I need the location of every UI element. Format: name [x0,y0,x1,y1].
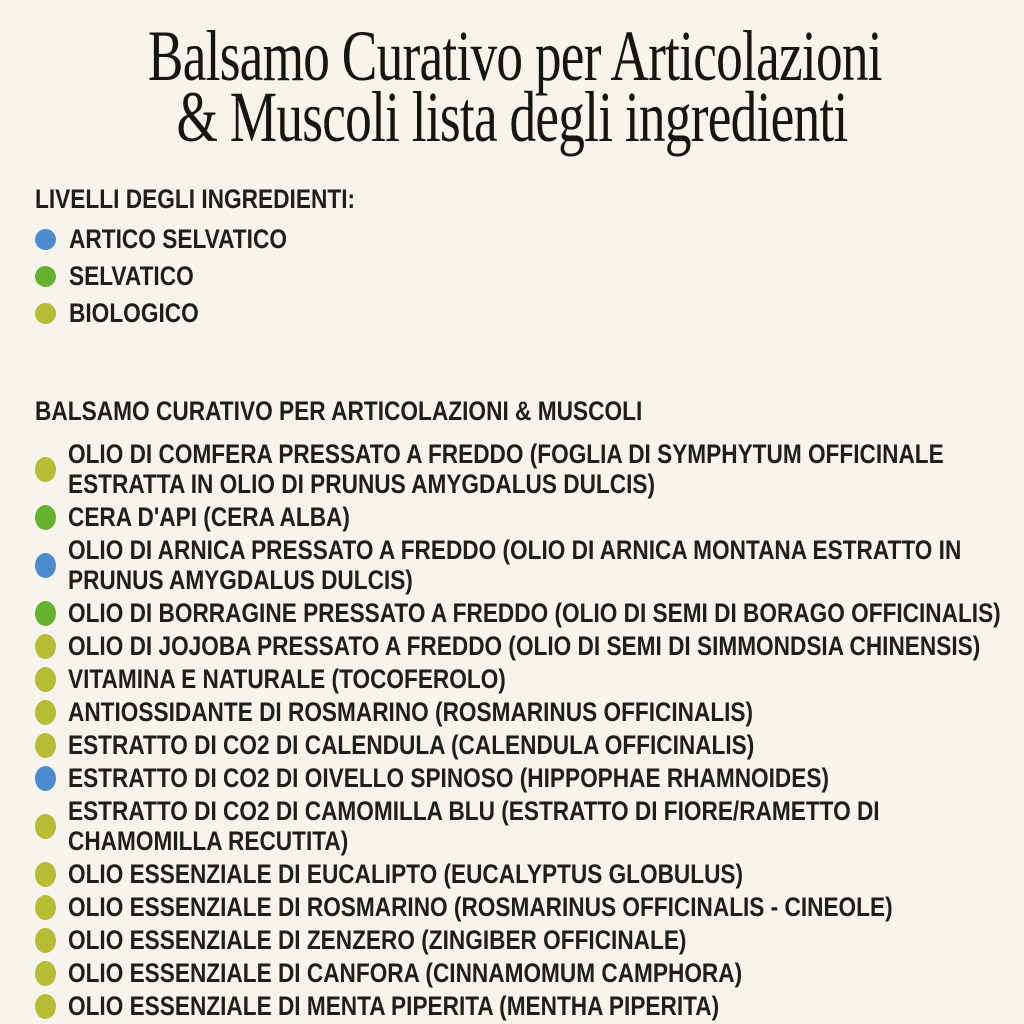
ingredient-list-item [35,892,1024,922]
ingredient-list-item [35,763,1024,793]
ingredient-label: VITAMINA E NATURALE (TOCOFEROLO) [68,664,506,694]
ingredient-levels-legend [35,184,1024,328]
ingredient-list-item [35,991,1024,1021]
ingredient-list-item [35,598,1024,628]
ingredient-list-item [35,925,1024,955]
ingredient-list-item [35,958,1024,988]
ingredient-label: OLIO DI COMFERA PRESSATO A FREDDO (FOGLIA DI SYMPHYTUM OFFICINALE ESTRATTA IN OLIO DI PRUNUS AMYGDALUS DULCIS) [68,439,944,499]
legend-item-label: BIOLOGICO [69,298,199,328]
legend-heading-text: LIVELLI DEGLI INGREDIENTI: [35,184,356,214]
ingredient-list-section [35,396,1024,1021]
level-dot-icon [35,505,56,530]
ingredient-label: OLIO ESSENZIALE DI CANFORA (CINNAMOMUM CAMPHORA) [68,958,743,988]
ingredient-label: OLIO ESSENZIALE DI EUCALIPTO (EUCALYPTUS GLOBULUS) [68,859,744,889]
legend-dot-icon [35,229,56,250]
ingredient-label: ESTRATTO DI CO2 DI OIVELLO SPINOSO (HIPPOPHAE RHAMNOIDES) [68,763,829,793]
ingredient-list-item [35,439,1024,499]
ingredient-list-item [35,664,1024,694]
ingredient-label: CERA D'API (CERA ALBA) [68,502,350,532]
legend-dot-icon [35,266,56,287]
ingredient-label: OLIO ESSENZIALE DI ROSMARINO (ROSMARINUS OFFICINALIS - CINEOLE) [68,892,893,922]
ingredient-list-item [35,502,1024,532]
level-dot-icon [35,814,56,839]
level-dot-icon [35,457,56,482]
level-dot-icon [35,700,56,725]
legend-list [35,224,1024,328]
ingredient-list-item [35,730,1024,760]
legend-item-label: SELVATICO [69,261,194,291]
ingredient-label: ESTRATTO DI CO2 DI CALENDULA (CALENDULA OFFICINALIS) [68,730,755,760]
ingredient-list-item [35,697,1024,727]
ingredient-section-heading-text: BALSAMO CURATIVO PER ARTICOLAZIONI & MUSCOLI [35,396,643,426]
page-title [20,16,1004,157]
legend-item-label: ARTICO SELVATICO [69,224,287,254]
ingredient-label: ESTRATTO DI CO2 DI CAMOMILLA BLU (ESTRATTO DI FIORE/RAMETTO DI CHAMOMILLA RECUTITA) [68,796,880,856]
legend-item-biologico [35,298,1024,328]
level-dot-icon [35,928,56,953]
legend-dot-icon [35,303,56,324]
legend-heading [35,184,1024,214]
ingredient-label: OLIO DI ARNICA PRESSATO A FREDDO (OLIO DI ARNICA MONTANA ESTRATTO IN PRUNUS AMYGDALUS DULCIS) [68,535,962,595]
page-title-line-1: Balsamo Curativo per Articolazioni [147,16,882,96]
ingredient-list-item [35,796,1024,856]
page-title-line-2: & Muscoli lista degli ingredienti [176,77,848,157]
ingredient-list-item [35,859,1024,889]
level-dot-icon [35,733,56,758]
ingredient-label: ANTIOSSIDANTE DI ROSMARINO (ROSMARINUS OFFICINALIS) [68,697,754,727]
ingredient-list [35,439,1024,1021]
level-dot-icon [35,553,56,578]
ingredient-list-item [35,535,1024,595]
level-dot-icon [35,994,56,1019]
level-dot-icon [35,601,56,626]
level-dot-icon [35,766,56,791]
ingredient-list-item [35,631,1024,661]
level-dot-icon [35,961,56,986]
level-dot-icon [35,667,56,692]
ingredient-label: OLIO DI BORRAGINE PRESSATO A FREDDO (OLIO DI SEMI DI BORAGO OFFICINALIS) [68,598,1001,628]
ingredient-label: OLIO ESSENZIALE DI ZENZERO (ZINGIBER OFFICINALE) [68,925,687,955]
ingredient-label: OLIO DI JOJOBA PRESSATO A FREDDO (OLIO DI SEMI DI SIMMONDSIA CHINENSIS) [68,631,981,661]
ingredient-label: OLIO ESSENZIALE DI MENTA PIPERITA (MENTHA PIPERITA) [68,991,720,1021]
level-dot-icon [35,634,56,659]
ingredient-section-heading [35,396,1024,426]
level-dot-icon [35,862,56,887]
legend-item-artico_selvatico [35,224,1024,254]
level-dot-icon [35,895,56,920]
legend-item-selvatico [35,261,1024,291]
